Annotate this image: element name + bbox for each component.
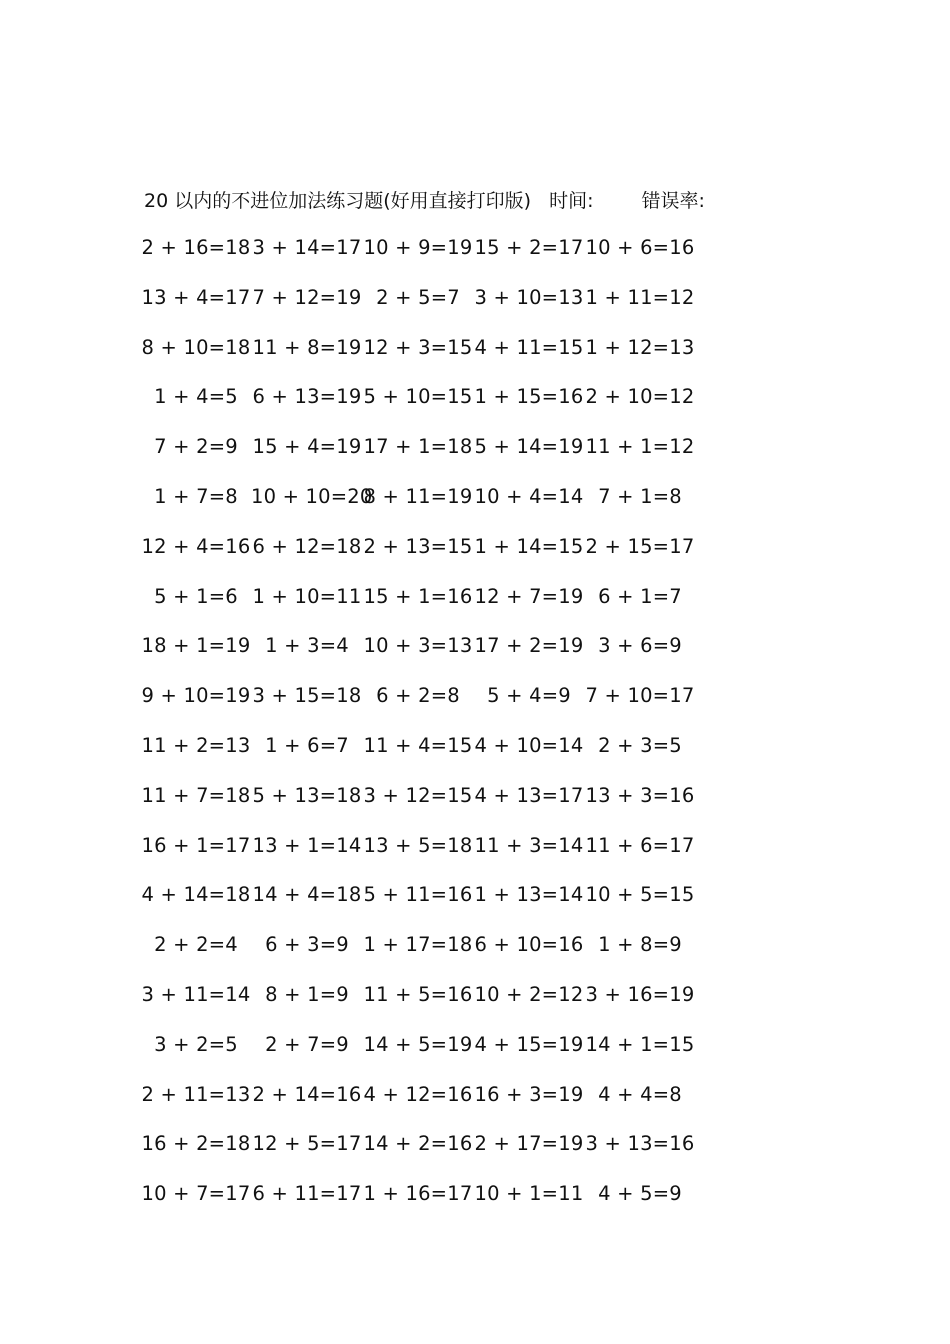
- addition-problem: 6 + 13=19: [252, 385, 362, 409]
- addition-problem: 10 + 5=15: [585, 883, 695, 907]
- addition-problem: 5 + 11=16: [363, 883, 473, 907]
- addition-problem: 13 + 1=14: [252, 833, 362, 857]
- addition-problem: 11 + 7=18: [141, 783, 251, 807]
- addition-problem: 12 + 7=19: [474, 584, 584, 608]
- worksheet-header: [144, 186, 784, 216]
- problem-row: [140, 482, 700, 532]
- addition-problem: 1 + 8=9: [598, 933, 682, 957]
- addition-problem: 11 + 4=15: [363, 733, 473, 757]
- addition-problem: 3 + 11=14: [141, 982, 251, 1006]
- addition-problem: 2 + 2=4: [154, 933, 238, 957]
- addition-problem: 5 + 10=15: [363, 385, 473, 409]
- addition-problem: 2 + 14=16: [252, 1082, 362, 1106]
- addition-problem: 16 + 3=19: [474, 1082, 584, 1106]
- addition-problem: 5 + 14=19: [474, 435, 584, 459]
- addition-problem: 8 + 1=9: [265, 982, 349, 1006]
- problem-grid: [140, 233, 700, 1229]
- addition-problem: 8 + 11=19: [363, 484, 473, 508]
- problem-row: [140, 382, 700, 432]
- addition-problem: 2 + 17=19: [474, 1132, 584, 1156]
- addition-problem: 1 + 6=7: [265, 733, 349, 757]
- addition-problem: 9 + 10=19: [141, 684, 251, 708]
- addition-problem: 2 + 7=9: [265, 1032, 349, 1056]
- addition-problem: 6 + 1=7: [598, 584, 682, 608]
- addition-problem: 3 + 10=13: [474, 285, 584, 309]
- addition-problem: 4 + 10=14: [474, 733, 584, 757]
- addition-problem: 2 + 16=18: [141, 236, 251, 259]
- addition-problem: 5 + 1=6: [154, 584, 238, 608]
- addition-problem: 6 + 11=17: [252, 1182, 362, 1206]
- addition-problem: 6 + 2=8: [376, 684, 460, 708]
- addition-problem: 5 + 4=9: [487, 684, 571, 708]
- addition-problem: 4 + 4=8: [598, 1082, 682, 1106]
- addition-problem: 7 + 2=9: [154, 435, 238, 459]
- addition-problem: 7 + 1=8: [598, 484, 682, 508]
- addition-problem: 2 + 5=7: [376, 285, 460, 309]
- addition-problem: 11 + 5=16: [363, 982, 473, 1006]
- addition-problem: 11 + 1=12: [585, 435, 695, 459]
- addition-problem: 2 + 10=12: [585, 385, 695, 409]
- problem-row: [140, 930, 700, 980]
- addition-problem: 15 + 2=17: [474, 236, 584, 259]
- addition-problem: 2 + 3=5: [598, 733, 682, 757]
- addition-problem: 6 + 10=16: [474, 933, 584, 957]
- addition-problem: 17 + 2=19: [474, 634, 584, 658]
- addition-problem: 1 + 10=11: [252, 584, 362, 608]
- addition-problem: 14 + 4=18: [252, 883, 362, 907]
- problem-row: [140, 1179, 700, 1229]
- worksheet-title: 20 以内的不进位加法练习题(好用直接打印版): [144, 190, 532, 212]
- addition-problem: 10 + 4=14: [474, 484, 584, 508]
- addition-problem: 15 + 1=16: [363, 584, 473, 608]
- problem-row: [140, 582, 700, 632]
- addition-problem: 5 + 13=18: [252, 783, 362, 807]
- addition-problem: 1 + 14=15: [474, 534, 584, 558]
- addition-problem: 4 + 15=19: [474, 1032, 584, 1056]
- addition-problem: 3 + 6=9: [598, 634, 682, 658]
- addition-problem: 13 + 3=16: [585, 783, 695, 807]
- addition-problem: 1 + 15=16: [474, 385, 584, 409]
- addition-problem: 4 + 14=18: [141, 883, 251, 907]
- addition-problem: 11 + 8=19: [252, 335, 362, 359]
- addition-problem: 10 + 10=20: [251, 484, 373, 508]
- addition-problem: 4 + 5=9: [598, 1182, 682, 1206]
- addition-problem: 18 + 1=19: [141, 634, 251, 658]
- addition-problem: 17 + 1=18: [363, 435, 473, 459]
- addition-problem: 2 + 15=17: [585, 534, 695, 558]
- addition-problem: 14 + 2=16: [363, 1132, 473, 1156]
- addition-problem: 2 + 13=15: [363, 534, 473, 558]
- problem-row: [140, 681, 700, 731]
- addition-problem: 3 + 15=18: [252, 684, 362, 708]
- addition-problem: 1 + 4=5: [154, 385, 238, 409]
- addition-problem: 1 + 7=8: [154, 484, 238, 508]
- addition-problem: 16 + 1=17: [141, 833, 251, 857]
- addition-problem: 4 + 11=15: [474, 335, 584, 359]
- problem-row: [140, 233, 700, 283]
- addition-problem: 3 + 14=17: [252, 236, 362, 259]
- problem-row: [140, 831, 700, 881]
- problem-row: [140, 1080, 700, 1130]
- problem-row: [140, 731, 700, 781]
- problem-row: [140, 1129, 700, 1179]
- addition-problem: 7 + 12=19: [252, 285, 362, 309]
- problem-row: [140, 432, 700, 482]
- addition-problem: 12 + 4=16: [141, 534, 251, 558]
- addition-problem: 1 + 12=13: [585, 335, 695, 359]
- addition-problem: 3 + 13=16: [585, 1132, 695, 1156]
- problem-row: [140, 781, 700, 831]
- addition-problem: 4 + 13=17: [474, 783, 584, 807]
- addition-problem: 10 + 6=16: [585, 236, 695, 259]
- problem-row: [140, 980, 700, 1030]
- addition-problem: 13 + 4=17: [141, 285, 251, 309]
- addition-problem: 10 + 7=17: [141, 1182, 251, 1206]
- addition-problem: 14 + 5=19: [363, 1032, 473, 1056]
- addition-problem: 12 + 3=15: [363, 335, 473, 359]
- problem-row: [140, 880, 700, 930]
- problem-row: [140, 1030, 700, 1080]
- addition-problem: 12 + 5=17: [252, 1132, 362, 1156]
- problem-row: [140, 283, 700, 333]
- addition-problem: 1 + 11=12: [585, 285, 695, 309]
- problem-row: [140, 333, 700, 383]
- addition-problem: 13 + 5=18: [363, 833, 473, 857]
- addition-problem: 11 + 3=14: [474, 833, 584, 857]
- addition-problem: 6 + 12=18: [252, 534, 362, 558]
- problem-row: [140, 532, 700, 582]
- addition-problem: 1 + 16=17: [363, 1182, 473, 1206]
- time-label: 时间:: [549, 190, 594, 212]
- addition-problem: 11 + 6=17: [585, 833, 695, 857]
- addition-problem: 1 + 3=4: [265, 634, 349, 658]
- problem-row: [140, 631, 700, 681]
- addition-problem: 15 + 4=19: [252, 435, 362, 459]
- error-rate-label: 错误率:: [641, 190, 705, 212]
- addition-problem: 10 + 2=12: [474, 982, 584, 1006]
- addition-problem: 10 + 1=11: [474, 1182, 584, 1206]
- addition-problem: 10 + 3=13: [363, 634, 473, 658]
- addition-problem: 6 + 3=9: [265, 933, 349, 957]
- addition-problem: 8 + 10=18: [141, 335, 251, 359]
- addition-problem: 3 + 12=15: [363, 783, 473, 807]
- addition-problem: 7 + 10=17: [585, 684, 695, 708]
- addition-problem: 16 + 2=18: [141, 1132, 251, 1156]
- addition-problem: 10 + 9=19: [363, 236, 473, 259]
- addition-problem: 3 + 2=5: [154, 1032, 238, 1056]
- addition-problem: 1 + 13=14: [474, 883, 584, 907]
- addition-problem: 4 + 12=16: [363, 1082, 473, 1106]
- addition-problem: 14 + 1=15: [585, 1032, 695, 1056]
- addition-problem: 3 + 16=19: [585, 982, 695, 1006]
- addition-problem: 2 + 11=13: [141, 1082, 251, 1106]
- addition-problem: 11 + 2=13: [141, 733, 251, 757]
- addition-problem: 1 + 17=18: [363, 933, 473, 957]
